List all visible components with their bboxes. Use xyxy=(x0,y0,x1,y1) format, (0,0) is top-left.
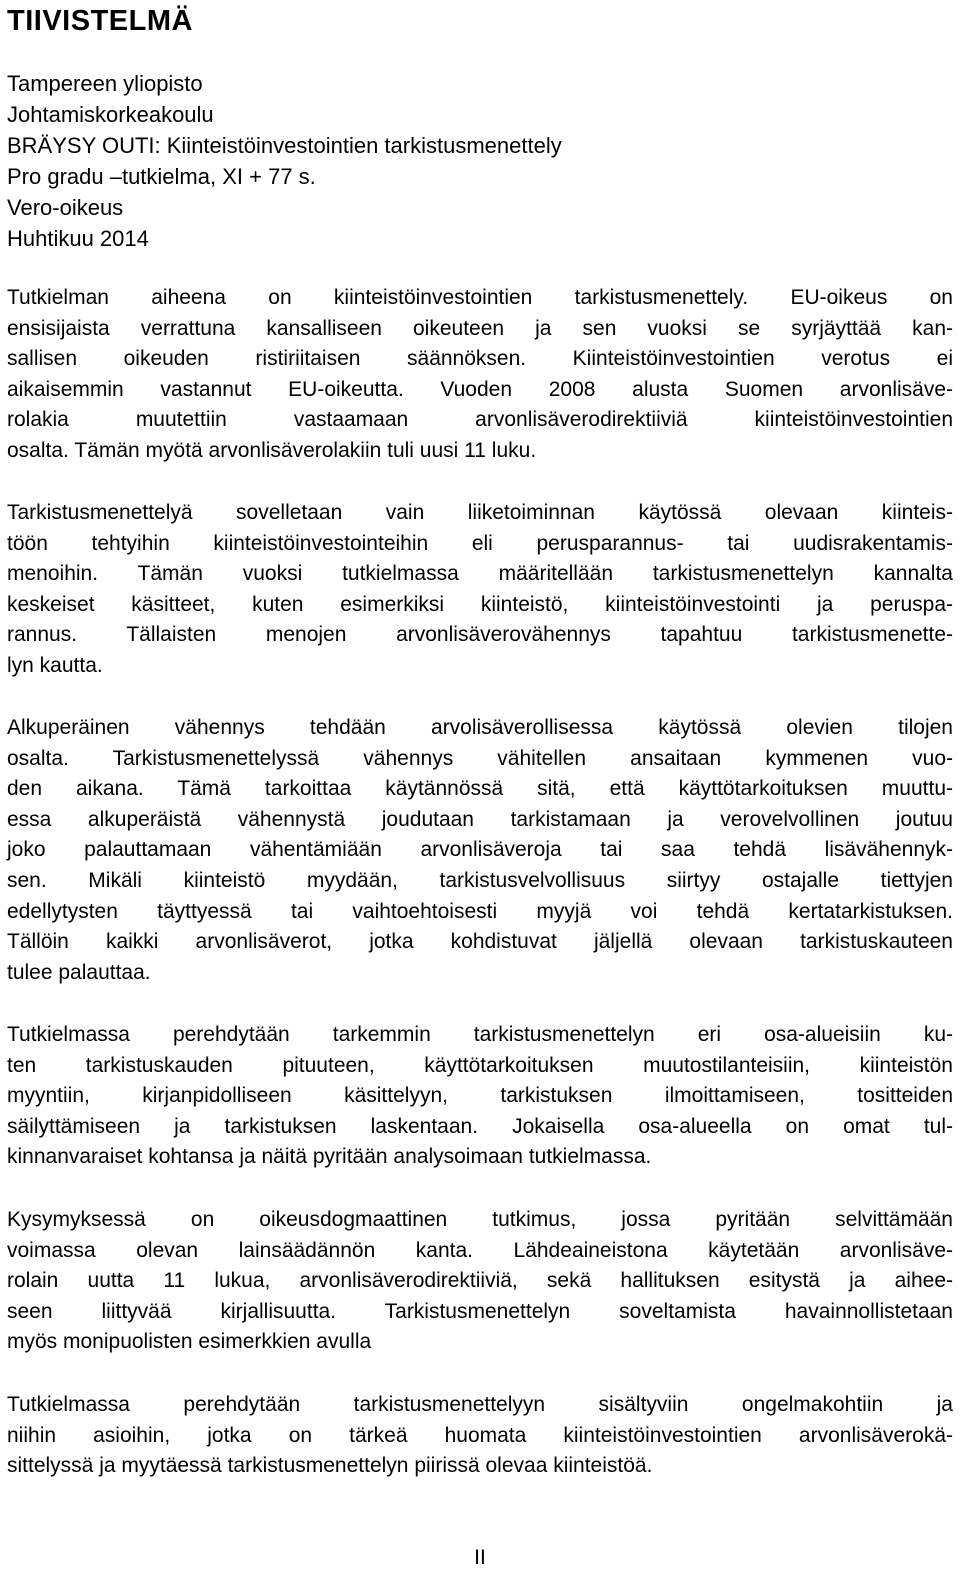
paragraph-line: Tutkielmassa perehdytään tarkemmin tarkistusmenettelyn eri osa-alueisiin ku- xyxy=(7,1023,953,1046)
paragraph-line: rolakia muutettiin vastaamaan arvonlisäverodirektiiviä kiinteistöinvestointien xyxy=(7,408,953,432)
paragraph-line: Tutkielman aiheena on kiinteistöinvestointien tarkistusmenettely. EU-oikeus on xyxy=(7,286,953,309)
abstract-paragraph xyxy=(7,1020,953,1173)
abstract-paragraph xyxy=(7,713,953,988)
thesis-type: Pro gradu –tutkielma, XI + 77 s. xyxy=(7,164,316,189)
paragraph-line: edellytysten täyttyessä tai vaihtoehtoisesti myyjä voi tehdä kertatarkistuksen. xyxy=(7,899,953,923)
paragraph-line: myös monipuolisten esimerkkien avulla xyxy=(7,1330,372,1354)
paragraph-line: ten tarkistuskauden pituuteen, käyttötarkoituksen muutostilanteisiin, kiinteistön xyxy=(7,1053,953,1077)
paragraph-line: Alkuperäinen vähennys tehdään arvolisäverollisessa käytössä olevien tilojen xyxy=(7,716,953,739)
paragraph-line: joko palauttamaan vähentämiään arvonlisäveroja tai saa tehdä lisävähennyk- xyxy=(7,838,953,862)
page-title: TIIVISTELMÄ xyxy=(7,5,193,37)
abstract-paragraph xyxy=(7,1390,953,1482)
publication-date: Huhtikuu 2014 xyxy=(7,226,149,251)
paragraph-line: rolain uutta 11 lukua, arvonlisäverodirektiiviä, sekä hallituksen esitystä ja aihee- xyxy=(7,1269,953,1293)
author-and-title: BRÄYSY OUTI: Kiinteistöinvestointien tarkistusmenettely xyxy=(7,133,562,158)
paragraph-line: myyntiin, kirjanpidolliseen käsittelyyn, tarkistuksen ilmoittamiseen, tositteiden xyxy=(7,1084,953,1108)
paragraph-line: niihin asioihin, jotka on tärkeä huomata kiinteistöinvestointien arvonlisäverokä- xyxy=(7,1423,953,1447)
paragraph-line: seen liittyvää kirjallisuutta. Tarkistusmenettelyn soveltamista havainnollistetaan xyxy=(7,1299,953,1323)
paragraph-line: essa alkuperäistä vähennystä joudutaan tarkistamaan ja verovelvollinen joutuu xyxy=(7,807,953,831)
paragraph-line: töön tehtyihin kiinteistöinvestointeihin eli perusparannus- tai uudisrakentamis- xyxy=(7,531,953,555)
paragraph-line: sen. Mikäli kiinteistö myydään, tarkistusvelvollisuus siirtyy ostajalle tiettyjen xyxy=(7,868,953,892)
paragraph-line: tulee palauttaa. xyxy=(7,960,151,984)
paragraph-line: ensisijaista verrattuna kansalliseen oikeuteen ja sen vuoksi se syrjäyttää kan- xyxy=(7,316,953,340)
paragraph-line: Kysymyksessä on oikeusdogmaattinen tutkimus, jossa pyritään selvittämään xyxy=(7,1208,953,1231)
paragraph-line: rannus. Tällaisten menojen arvonlisäverovähennys tapahtuu tarkistusmenette- xyxy=(7,623,953,647)
paragraph-line: Tällöin kaikki arvonlisäverot, jotka kohdistuvat jäljellä olevaan tarkistuskauteen xyxy=(7,930,953,954)
paragraph-line: osalta. Tarkistusmenettelyssä vähennys vähitellen ansaitaan kymmenen vuo- xyxy=(7,746,953,770)
paragraph-line: menoihin. Tämän vuoksi tutkielmassa määritellään tarkistusmenettelyn kannalta xyxy=(7,562,953,586)
university-name: Tampereen yliopisto xyxy=(7,71,203,96)
school-name: Johtamiskorkeakoulu xyxy=(7,102,214,127)
paragraph-line: voimassa olevan lainsäädännön kanta. Lähdeaineistona käytetään arvonlisäve- xyxy=(7,1238,953,1262)
paragraph-line: keskeiset käsitteet, kuten esimerkiksi kiinteistö, kiinteistöinvestointi ja peruspa- xyxy=(7,592,953,616)
paragraph-line: Tutkielmassa perehdytään tarkistusmenettelyyn sisältyviin ongelmakohtiin ja xyxy=(7,1393,953,1416)
paragraph-line: sittelyssä ja myytäessä tarkistusmenettelyn piirissä olevaa kiinteistöä. xyxy=(7,1454,653,1478)
paragraph-line: aikaisemmin vastannut EU-oikeutta. Vuoden 2008 alusta Suomen arvonlisäve- xyxy=(7,377,953,401)
paragraph-line: sallisen oikeuden ristiriitaisen säännöksen. Kiinteistöinvestointien verotus ei xyxy=(7,347,953,371)
thesis-metadata xyxy=(7,68,562,254)
subject-field: Vero-oikeus xyxy=(7,195,124,220)
abstract-paragraph xyxy=(7,498,953,682)
paragraph-line: osalta. Tämän myötä arvonlisäverolakiin tuli uusi 11 luku. xyxy=(7,438,537,462)
page-number: II xyxy=(474,1546,486,1569)
abstract-paragraph xyxy=(7,283,953,467)
paragraph-line: säilyttämiseen ja tarkistuksen laskentaan. Jokaisella osa-alueella on omat tul- xyxy=(7,1114,953,1138)
paragraph-line: lyn kautta. xyxy=(7,653,103,677)
paragraph-line: den aikana. Tämä tarkoittaa käytännössä sitä, että käyttötarkoituksen muuttu- xyxy=(7,777,953,801)
paragraph-line: Tarkistusmenettelyä sovelletaan vain liiketoiminnan käytössä olevaan kiinteis- xyxy=(7,501,953,524)
paragraph-line: kinnanvaraiset kohtansa ja näitä pyritään analysoimaan tutkielmassa. xyxy=(7,1145,652,1169)
abstract-paragraph xyxy=(7,1205,953,1358)
